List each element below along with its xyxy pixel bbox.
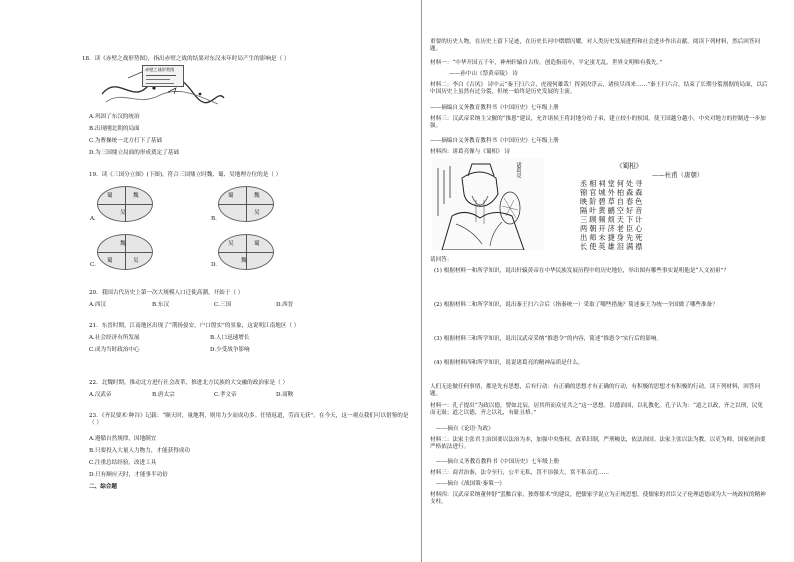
label-wei: 魏 [133, 193, 139, 199]
q22-option-c[interactable]: C.孝文帝 [214, 392, 237, 398]
diagram-a [97, 186, 153, 222]
part2-material-3: 材料三：商君治秦，法令至行，公平无私，罚不讳强大，赏不私亲近…… [430, 470, 610, 476]
diagram-b [218, 186, 274, 222]
material-1: 材料一：“中华开国五千年，神州轩辕自古传，创造指南车，平定蚩尤乱，世界文明唯有我先。” [430, 60, 663, 66]
poem-line-6: 两朝开济老臣心 [580, 224, 645, 233]
poem-line-1: 丞相祠堂何处寻 [580, 179, 645, 188]
q22-option-a[interactable]: A.汉武帝 [89, 392, 112, 398]
poem-line-4: 隔叶黄鹂空好音 [580, 206, 645, 215]
q20-option-c[interactable]: C.三国 [214, 302, 232, 308]
poem-line-2: 锦官城外柏森森 [580, 188, 645, 197]
label-wei: 魏 [241, 258, 247, 264]
label-shu: 蜀 [107, 193, 113, 199]
question-3: (3) 根据材料三和所学知识，说出汉武帝采纳“推恩令”的内容，简述“推恩令”实行后的影响。 [434, 336, 663, 342]
poem-block [556, 160, 756, 252]
question-1: (1) 根据材料一和所学知识，说出轩辕黄帝在中华民族发展历程中的历史地位，举出图有哪些事实说明他是“人文初祖”？ [434, 268, 730, 274]
q23-option-c[interactable]: C.注重总结经验，改进工具 [89, 460, 157, 466]
label-wei: 魏 [254, 193, 260, 199]
right-intro: 重要的历史人物，在历史上留下足迹，在历史长河中熠熠闪耀，对人类历史发展进程和社会进步作出贡献。阅读下列材料，然后回答问题。 [430, 39, 761, 53]
q19-option-b[interactable]: B. [211, 216, 217, 222]
q22-option-d[interactable]: D.商鞅 [276, 392, 294, 398]
poem-line-8: 长使英雄泪满襟 [580, 242, 645, 251]
q22-stem: 22．北魏时期，推动北方进行社会改革，推进北方民族的大交融的政治家是（ ） [89, 380, 289, 386]
label-shu: 蜀 [228, 193, 234, 199]
red-cliff-map [98, 64, 228, 108]
label-wei: 魏 [120, 241, 126, 247]
label-shu: 蜀 [254, 241, 260, 247]
label-wu: 吴 [133, 258, 139, 264]
q21-option-b[interactable]: B.人口迅速增长 [210, 335, 250, 341]
q18-option-c[interactable]: C.为曹操统一北方打下了基础 [89, 138, 162, 144]
diagram-c [97, 234, 153, 270]
label-wu: 吴 [228, 241, 234, 247]
poem-line-7: 出师未捷身先死 [580, 233, 645, 242]
part2-material-1: 材料一：孔子提出“为政以德，譬如北辰，居其所而众星共之”这一思想。以德治国，以礼教化。孔子认为：“道之以政，齐之以刑，民免而无耻；道之以德，齐之以礼，有耻且格。” [430, 403, 764, 417]
column-divider [421, 0, 422, 562]
q23-stem: 23．《齐民要术·种谷》记载：“顺天时，量地利，则用力少而成功多。任情返道，劳而无获”。在今天，这一观点我们可以借鉴的是（ ） [89, 413, 409, 427]
map-legend-box [142, 65, 184, 87]
q21-option-a[interactable]: A.社会经济有所发展 [89, 335, 140, 341]
portrait-drawing [432, 158, 544, 250]
material-4-source: 材料四：诸葛亮像与《蜀相》 诗 [430, 149, 511, 155]
material-1-source: ——孙中山《祭黄帝陵》 诗 [449, 71, 518, 77]
q23-option-a[interactable]: A.遵循自然规律，因地制宜 [89, 436, 157, 442]
q19-option-c[interactable]: C. [90, 262, 96, 268]
label-shu: 蜀 [107, 258, 113, 264]
q21-stem: 21．东晋时期，江南地区出现了“荆扬晏安，户口殷实”的景象，这说明江南地区（ ） [89, 323, 300, 329]
label-wu: 吴 [254, 210, 260, 216]
q19-option-a[interactable]: A. [90, 216, 96, 222]
q21-option-c[interactable]: C.成为当时政治中心 [89, 347, 140, 353]
poem-author: ——杜甫（唐朝） [652, 171, 704, 179]
label-wu: 吴 [120, 210, 126, 216]
q20-stem: 20．我国古代历史上第一次大规模人口迁徙高潮，开始于（ ） [89, 290, 244, 296]
q20-option-a[interactable]: A.西汉 [89, 302, 107, 308]
part2-material-3-source: ——摘自《战国策·秦策一》 [436, 481, 505, 487]
q23-option-d[interactable]: D.只有顺应天时，才能事半功倍 [89, 472, 168, 478]
map-label: 赤壁之战形势图 [145, 67, 175, 72]
poem-title: 《蜀相》 [616, 162, 643, 170]
question-2: (2) 根据材料二和所学知识，说出秦王扫六合后（指秦统一）采取了哪些措施？简述秦王为统一全国做了哪些准备？ [434, 302, 718, 308]
q19-option-d[interactable]: D. [211, 262, 218, 268]
q18-stem: 18．读《赤壁之战形势图》，指出赤壁之战的结果对东汉末年时局产生的影响是（ ） [82, 56, 290, 62]
diagram-d [218, 234, 274, 270]
question-4: (4) 根据材料四和所学知识，说说诸葛亮的精神品质是什么。 [434, 360, 584, 366]
legend-line [146, 75, 176, 76]
part2-intro: 人们无论做任何事情，都是先有思想，后有行动：有正确的思想才有正确的行动，有积极的思想才有积极的行动。读下列材料，回答问题。 [430, 384, 761, 398]
part2-material-2: 材料二：法家主张君主治国要以法治为本，加强中央集权，改革旧制，严刑峻法，依法治国。法家主张以法为教，以吏为师，国家统治要严格依法进行。 [430, 437, 766, 451]
material-3-source: ——摘编自义务教育教科书《中国历史》七年级上册 [430, 138, 559, 144]
q20-option-b[interactable]: B.东汉 [152, 302, 170, 308]
q21-option-d[interactable]: D.少受战争影响 [210, 347, 250, 353]
q18-option-a[interactable]: A.巩固了东汉的统治 [89, 114, 140, 120]
poem-line-5: 三顾频烦天下计 [580, 215, 645, 224]
material-2-source: ——摘编自义务教育教科书《中国历史》七年级上册 [430, 105, 559, 111]
answer-prompt: 请回答： [430, 257, 453, 263]
q20-option-d[interactable]: D.西晋 [276, 302, 294, 308]
q23-option-b[interactable]: B.只要投入大量人力物力，才能获得成功 [89, 448, 190, 454]
q18-option-d[interactable]: D.为三国鼎立局面的形成奠定了基础 [89, 150, 179, 156]
q19-stem: 19．读《三国分立图》(下图)，符合三国鼎立时魏、蜀、吴地理方位的是（ ） [89, 172, 282, 178]
part2-material-2-source: ——摘自义务教育教科书《中国历史》七年级上册 [436, 459, 560, 465]
section-two-heading: 二、综合题 [89, 484, 117, 490]
part2-material-1-source: ——摘自《论语·为政》 [436, 426, 494, 432]
material-3: 材料三：汉武帝采纳主父偃的“推恩”建议，允许诸侯王将封地分给子弟，建立较小的侯国，使王国越分越小，中央对地方的控制进一步加强。 [430, 116, 766, 130]
q18-option-b[interactable]: B.出现刚北朝的局面 [89, 126, 140, 132]
legend-line [146, 83, 174, 84]
material-2: 材料二：李白《古风》 诗中云“秦王扫六合，虎视何雄哉！挥剑决浮云，诸侯尽西来……”秦王扫六合，结束了长期分裂割据的局面，以后中国历史上虽然有过分裂，但统一始终是历史发展的主流。 [430, 82, 768, 96]
poem-line-3: 映阶碧草自春色 [580, 197, 645, 206]
q22-option-b[interactable]: B.唐太宗 [152, 392, 175, 398]
legend-line [146, 79, 170, 80]
portrait-label: 诸葛亮 [515, 162, 521, 179]
part2-material-4: 材料四：汉武帝采纳董仲舒“罢黜百家，独尊儒术”的建议，把儒家学说立为正统思想，使儒家的君臣父子伦理道德成为大一统政权的精神支柱。 [430, 492, 766, 506]
zhuge-liang-portrait [432, 158, 544, 250]
